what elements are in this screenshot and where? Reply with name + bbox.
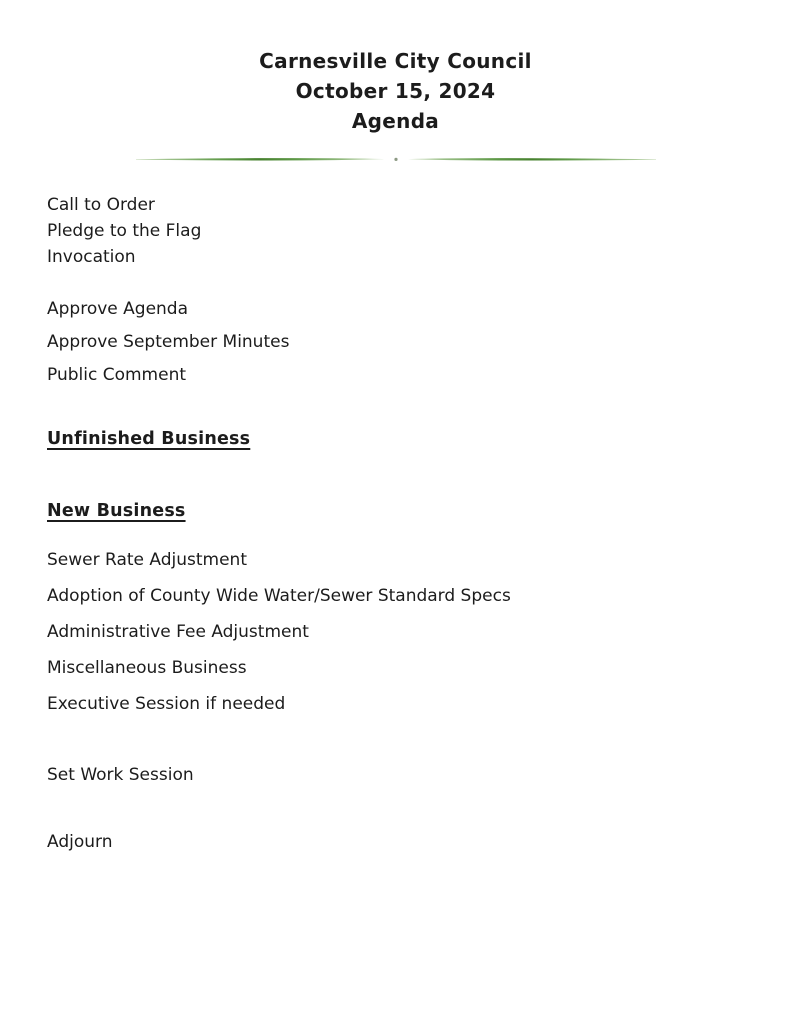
document-type-label: Agenda xyxy=(351,109,440,133)
new-business-items-group xyxy=(47,542,751,722)
agenda-item-administrative-fee-adjustment: Administrative Fee Adjustment xyxy=(47,622,309,642)
decorative-divider xyxy=(136,152,656,166)
divider-center-dot xyxy=(394,158,397,161)
agenda-item-executive-session: Executive Session if needed xyxy=(47,694,286,714)
agenda-item-public-comment: Public Comment xyxy=(47,365,187,385)
agenda-item-invocation: Invocation xyxy=(47,247,136,267)
section-heading-unfinished-business: Unfinished Business xyxy=(47,429,251,449)
agenda-item-pledge-to-the-flag: Pledge to the Flag xyxy=(47,221,202,241)
agenda-item-adoption-water-sewer-specs: Adoption of County Wide Water/Sewer Standard Specs xyxy=(47,586,511,606)
divider-right-stroke xyxy=(408,158,656,160)
agenda-body xyxy=(47,192,751,853)
opening-items-group xyxy=(47,192,751,270)
agenda-item-approve-september-minutes: Approve September Minutes xyxy=(47,332,290,352)
document-date: October 15, 2024 xyxy=(295,79,496,103)
divider-left-stroke xyxy=(136,158,384,160)
approval-items-group xyxy=(47,293,751,392)
agenda-item-set-work-session: Set Work Session xyxy=(47,765,194,785)
agenda-item-approve-agenda: Approve Agenda xyxy=(47,299,189,319)
agenda-item-miscellaneous-business: Miscellaneous Business xyxy=(47,658,247,678)
document-title: Carnesville City Council xyxy=(259,49,532,73)
divider-graphic xyxy=(136,153,656,167)
section-heading-new-business: New Business xyxy=(47,501,186,521)
agenda-item-sewer-rate-adjustment: Sewer Rate Adjustment xyxy=(47,550,247,570)
document-header xyxy=(0,0,791,136)
agenda-item-adjourn: Adjourn xyxy=(47,832,113,852)
agenda-item-call-to-order: Call to Order xyxy=(47,195,155,215)
